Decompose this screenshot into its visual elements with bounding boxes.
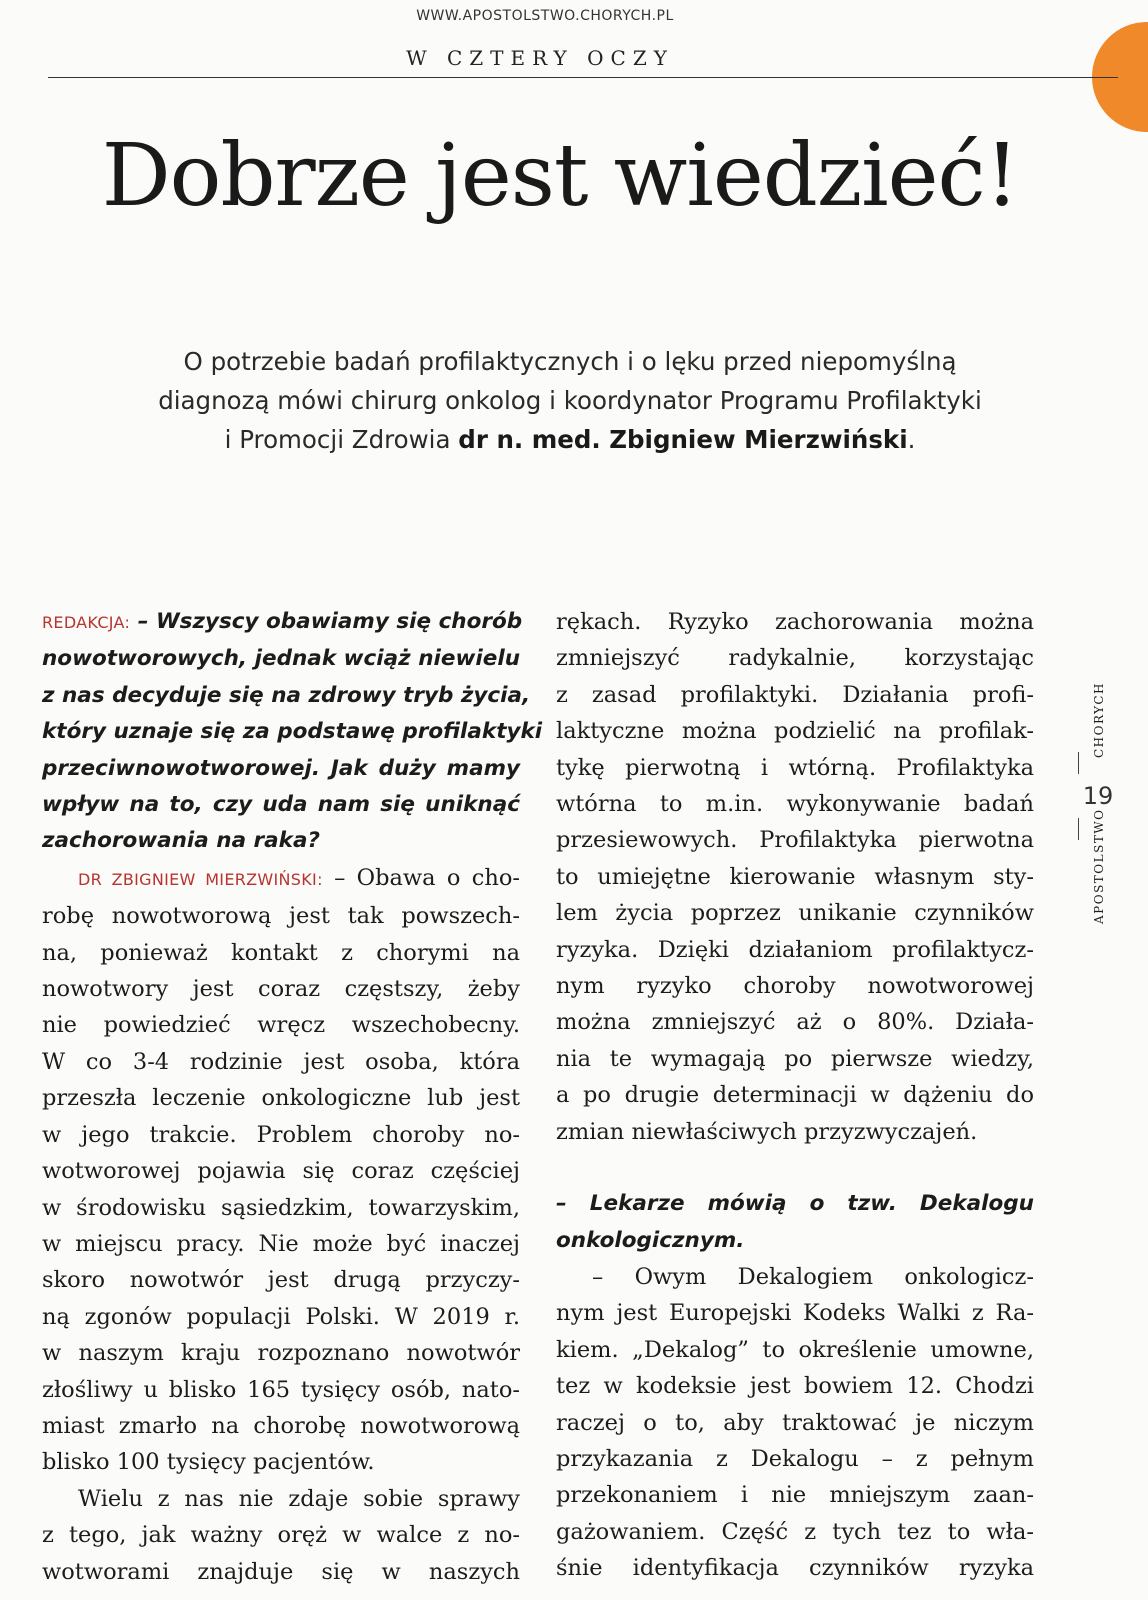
- answer-line: lem życia poprzez unikanie czynników: [556, 900, 1034, 927]
- answer-line: przykazania z Dekalogu – z pełnym: [556, 1445, 1034, 1472]
- answer-line: miast zmarło na chorobę nowotworową: [42, 1412, 520, 1439]
- article-lead: [60, 342, 1080, 459]
- speaker-doctor: DR ZBIGNIEW MIERZWIŃSKI:: [78, 869, 323, 889]
- sidebar-label-top: CHORYCH: [1092, 681, 1106, 758]
- answer-2: [42, 1481, 520, 1590]
- answer-line: Wielu z nas nie zdaje sobie sprawy: [78, 1485, 520, 1512]
- sidebar-divider: [1078, 752, 1079, 774]
- right-column: [556, 604, 1034, 1587]
- lead-end: .: [907, 425, 916, 454]
- answer-line: laktyczne można podzielić na profilak-: [556, 718, 1034, 745]
- lead-line: i Promocji Zdrowia: [224, 425, 459, 454]
- question-line: onkologicznym.: [556, 1227, 745, 1253]
- answer-line: wotworami znajduje się w naszych: [42, 1558, 520, 1585]
- answer-line: z tego, jak ważny oręż w walce z no-: [42, 1522, 520, 1549]
- answer-line: wtórna to m.in. wykonywanie badań: [556, 791, 1034, 818]
- page-number: 19: [1082, 782, 1114, 810]
- section-title: W CZTERY OCZY: [406, 46, 674, 70]
- answer-3: [556, 1259, 1034, 1587]
- speaker-redakcja: REDAKCJA:: [42, 613, 131, 632]
- left-column: [42, 604, 543, 1590]
- answer-line: na, ponieważ kontakt z chorymi na: [42, 939, 520, 966]
- answer-line: gażowaniem. Część z tych tez to wła-: [556, 1518, 1034, 1545]
- answer-line: nowotwory jest coraz częstszy, żeby: [42, 976, 520, 1003]
- header-rule: [48, 77, 1118, 78]
- answer-line: śnie identyfikacja czynników ryzyka: [556, 1555, 1034, 1582]
- answer-line: przesiewowych. Profilaktyka pierwotna: [556, 827, 1034, 854]
- answer-line: w jego trakcie. Problem choroby no-: [42, 1121, 520, 1148]
- question-line: nowotworowych, jednak wciąż niewielu: [42, 646, 520, 672]
- answer-2-continued: [556, 604, 1034, 1150]
- paragraph-gap: [556, 1150, 1034, 1186]
- question-line: zachorowania na raka?: [42, 828, 320, 854]
- question-line: – Lekarze mówią o tzw. Dekalogu: [556, 1191, 1034, 1217]
- question-line: z nas decyduje się na zdrowy tryb życia,: [42, 682, 531, 708]
- answer-line: nym ryzyko choroby nowotworowej: [556, 973, 1034, 1000]
- answer-line: nym jest Europejski Kodeks Walki z Ra-: [556, 1300, 1034, 1327]
- article-title: Dobrze jest wiedzieć!: [101, 126, 1019, 226]
- answer-line: – Owym Dekalogiem onkologicz-: [592, 1263, 1034, 1290]
- question-line: przeciwnowotworowej. Jak duży mamy: [42, 755, 520, 781]
- answer-line: zmian niewłaściwych przyzwyczajeń.: [556, 1118, 978, 1145]
- question-1: [42, 604, 543, 860]
- answer-line: ryzyka. Dzięki działaniom profilaktycz-: [556, 936, 1034, 963]
- answer-line: przeszła leczenie onkologiczne lub jest: [42, 1085, 520, 1112]
- answer-line: przekonaniem i nie mniejszym zaan-: [556, 1482, 1034, 1509]
- answer-line: w miejscu pracy. Nie może być inaczej: [42, 1230, 520, 1257]
- answer-line: nia te wymagają po pierwsze wiedzy,: [556, 1045, 1034, 1072]
- answer-line: robę nowotworową jest tak powszech-: [42, 903, 520, 930]
- question-line: który uznaje się za podstawę profilaktyki: [42, 719, 543, 745]
- question-line: wpływ na to, czy uda nam się uniknąć: [42, 792, 520, 818]
- answer-line: w środowisku sąsiedzkim, towarzyskim,: [42, 1194, 520, 1221]
- sidebar-divider: [1078, 818, 1079, 840]
- question-2: [556, 1186, 1034, 1259]
- answer-line: złośliwy u blisko 165 tysięcy osób, nato-: [42, 1376, 520, 1403]
- answer-line: tykę pierwotną i wtórną. Profilaktyka: [556, 754, 1034, 781]
- answer-line: z zasad profilaktyki. Działania profi-: [556, 681, 1034, 708]
- answer-line: skoro nowotwór jest drugą przyczy-: [42, 1267, 520, 1294]
- answer-line: kiem. „Dekalog” to określenie umowne,: [556, 1336, 1034, 1363]
- header-url: WWW.APOSTOLSTWO.CHORYCH.PL: [416, 8, 674, 24]
- lead-line: O potrzebie badań profilaktycznych i o lęku przed niepomyślną: [183, 347, 957, 376]
- answer-line: zmniejszyć radykalnie, korzystając: [556, 645, 1034, 672]
- answer-line: raczej o to, aby traktować je niczym: [556, 1409, 1034, 1436]
- lead-author: dr n. med. Zbigniew Mierzwiński: [458, 425, 908, 454]
- answer-line: tez w kodeksie jest bowiem 12. Chodzi: [556, 1373, 1034, 1400]
- answer-line: w naszym kraju rozpoznano nowotwór: [42, 1340, 520, 1367]
- sidebar-label-bottom: APOSTOLSTWO: [1092, 808, 1106, 924]
- question-line: REDAKCJA: – Wszyscy obawiamy się chorób: [42, 609, 523, 634]
- answer-line: W co 3-4 rodzinie jest osoba, która: [42, 1048, 520, 1075]
- answer-line: nie powiedzieć wręcz wszechobecny.: [42, 1012, 520, 1039]
- answer-1: [42, 860, 520, 1481]
- answer-line: ną zgonów populacji Polski. W 2019 r.: [42, 1303, 520, 1330]
- answer-line: blisko 100 tysięcy pacjentów.: [42, 1449, 375, 1476]
- answer-line: a po drugie determinacji w dążeniu do: [556, 1082, 1034, 1109]
- answer-line: DR ZBIGNIEW MIERZWIŃSKI: – Obawa o cho-: [78, 864, 520, 891]
- answer-line: można zmniejszyć aż o 80%. Działa-: [556, 1009, 1034, 1036]
- lead-line: diagnozą mówi chirurg onkolog i koordynator Programu Profilaktyki: [158, 386, 982, 415]
- answer-line: rękach. Ryzyko zachorowania można: [556, 609, 1034, 635]
- answer-line: wotworowej pojawia się coraz częściej: [42, 1158, 520, 1185]
- answer-line: to umiejętne kierowanie własnym sty-: [556, 863, 1034, 890]
